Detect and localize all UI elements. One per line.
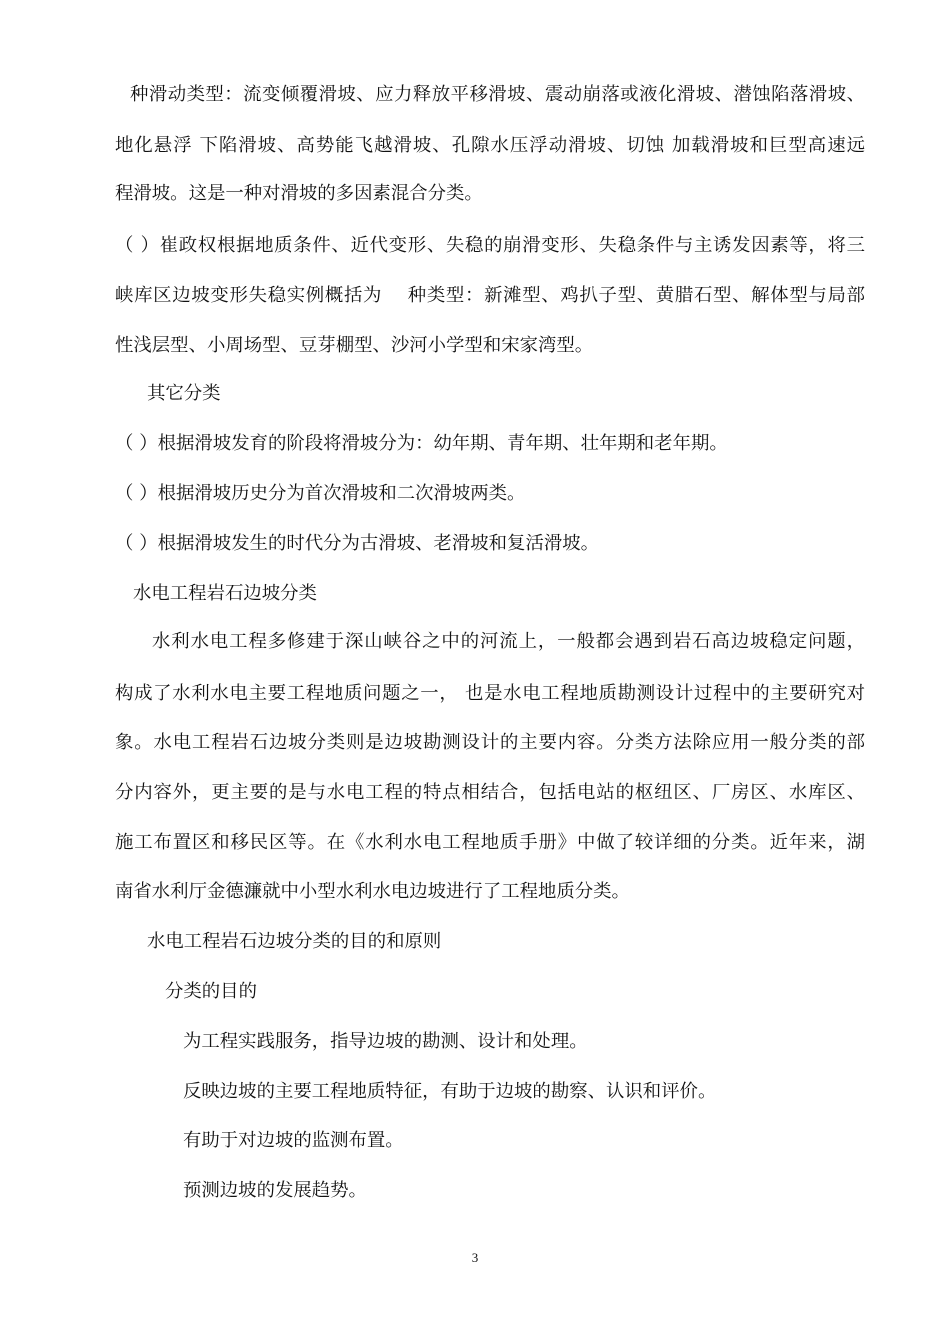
text-line: 地化悬浮 下陷滑坡、高势能飞越滑坡、孔隙水压浮动滑坡、切蚀 加载滑坡和巨型高速远 [115,135,865,156]
list-item: 为工程实践服务，指导边坡的勘测、设计和处理。 [183,1031,588,1052]
text-line: 分内容外，更主要的是与水电工程的特点相结合，包括电站的枢纽区、厂房区、水库区、 [115,782,865,803]
text-line: （ ）根据滑坡发育的阶段将滑坡分为：幼年期、青年期、壮年期和老年期。 [115,433,728,454]
text-line: 南省水利厅金德濂就中小型水利水电边坡进行了工程地质分类。 [115,881,630,902]
list-item: 有助于对边坡的监测布置。 [183,1130,404,1151]
text-line: 象。水电工程岩石边坡分类则是边坡勘测设计的主要内容。分类方法除应用一般分类的部 [115,732,865,753]
text-line: （ ）根据滑坡发生的时代分为古滑坡、老滑坡和复活滑坡。 [115,533,600,554]
text-line: 种滑动类型：流变倾覆滑坡、应力释放平移滑坡、震动崩落或液化滑坡、潜蚀陷落滑坡、 [130,84,865,105]
section-heading: 其它分类 [147,383,221,404]
subsection-heading: 分类的目的 [165,981,257,1002]
text-line: 性浅层型、小周场型、豆芽棚型、沙河小学型和宋家湾型。 [115,335,594,356]
text-line: 水利水电工程多修建于深山峡谷之中的河流上，一般都会遇到岩石高边坡稳定问题， [152,631,865,652]
page-number: 3 [471,1250,479,1265]
text-line: 施工布置区和移民区等。在《水利水电工程地质手册》中做了较详细的分类。近年来，湖 [115,832,865,853]
text-line: 峡库区边坡变形失稳实例概括为 种类型：新滩型、鸡扒子型、黄腊石型、解体型与局部 [115,285,865,306]
list-item: 预测边坡的发展趋势。 [183,1180,367,1201]
list-item: 反映边坡的主要工程地质特征，有助于边坡的勘察、认识和评价。 [183,1081,717,1102]
text-line: 构成了水利水电主要工程地质问题之一， 也是水电工程地质勘测设计过程中的主要研究对 [115,683,865,704]
text-line: （ ）崔政权根据地质条件、近代变形、失稳的崩滑变形、失稳条件与主诱发因素等，将三 [115,235,865,256]
text-line: （ ）根据滑坡历史分为首次滑坡和二次滑坡两类。 [115,483,526,504]
text-line: 程滑坡。这是一种对滑坡的多因素混合分类。 [115,183,483,204]
section-heading: 水电工程岩石边坡分类 [133,583,317,604]
section-heading: 水电工程岩石边坡分类的目的和原则 [147,931,442,952]
